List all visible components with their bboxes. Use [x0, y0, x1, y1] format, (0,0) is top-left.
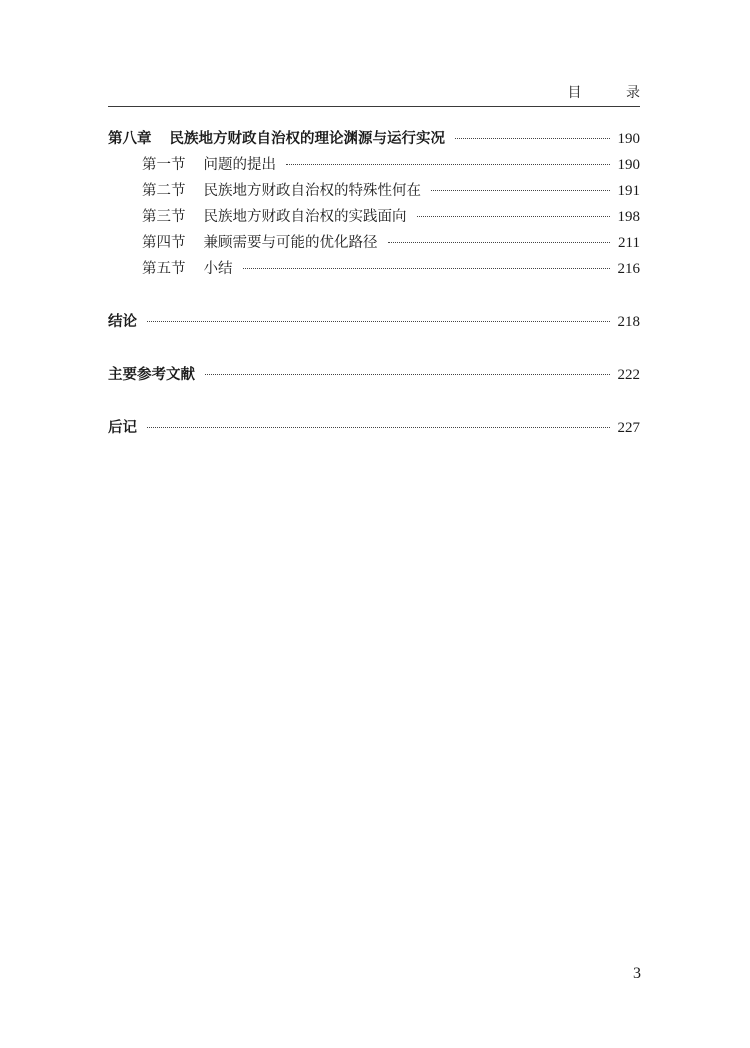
section-title: 兼顾需要与可能的优化路径 [203, 235, 378, 251]
running-header [108, 80, 660, 107]
header-title: 目 录 [567, 85, 660, 101]
entry-title: 主要参考文献 [108, 367, 195, 383]
table-of-contents [108, 126, 640, 441]
spacer [108, 335, 640, 362]
page-ref: 198 [617, 209, 640, 225]
toc-postscript[interactable] [108, 415, 640, 441]
toc-section-1[interactable] [108, 152, 640, 178]
leader-dots [431, 190, 610, 191]
spacer [108, 282, 640, 309]
leader-dots [286, 164, 610, 165]
leader-dots [388, 242, 611, 243]
chapter-title: 民族地方财政自治权的理论渊源与运行实况 [169, 131, 445, 147]
section-label: 第五节 [142, 261, 186, 277]
page-ref: 191 [617, 183, 640, 199]
page-ref: 222 [617, 367, 640, 383]
page-ref: 216 [617, 261, 640, 277]
leader-dots [417, 216, 611, 217]
leader-dots [243, 268, 611, 269]
leader-dots [455, 138, 610, 139]
page-ref: 227 [617, 420, 640, 436]
section-label: 第三节 [142, 209, 186, 225]
page-ref: 218 [617, 314, 640, 330]
toc-references[interactable] [108, 362, 640, 388]
page-ref: 211 [618, 235, 640, 251]
page-ref: 190 [617, 131, 640, 147]
entry-title: 结论 [108, 314, 137, 330]
toc-section-3[interactable] [108, 204, 640, 230]
toc-section-2[interactable] [108, 178, 640, 204]
toc-chapter-8[interactable] [108, 126, 640, 152]
page-ref: 190 [617, 157, 640, 173]
section-title: 民族地方财政自治权的特殊性何在 [203, 183, 421, 199]
toc-section-5[interactable] [108, 256, 640, 282]
toc-section-4[interactable] [108, 230, 640, 256]
section-label: 第一节 [142, 157, 186, 173]
leader-dots [147, 427, 610, 428]
section-label: 第四节 [142, 235, 186, 251]
section-title: 问题的提出 [203, 157, 276, 173]
entry-title: 后记 [108, 420, 137, 436]
leader-dots [205, 374, 610, 375]
chapter-label: 第八章 [108, 131, 152, 147]
section-title: 民族地方财政自治权的实践面向 [203, 209, 407, 225]
page-number: 3 [633, 965, 641, 982]
section-title: 小结 [203, 261, 233, 277]
spacer [108, 388, 640, 415]
section-label: 第二节 [142, 183, 186, 199]
toc-conclusion[interactable] [108, 309, 640, 335]
leader-dots [147, 321, 610, 322]
